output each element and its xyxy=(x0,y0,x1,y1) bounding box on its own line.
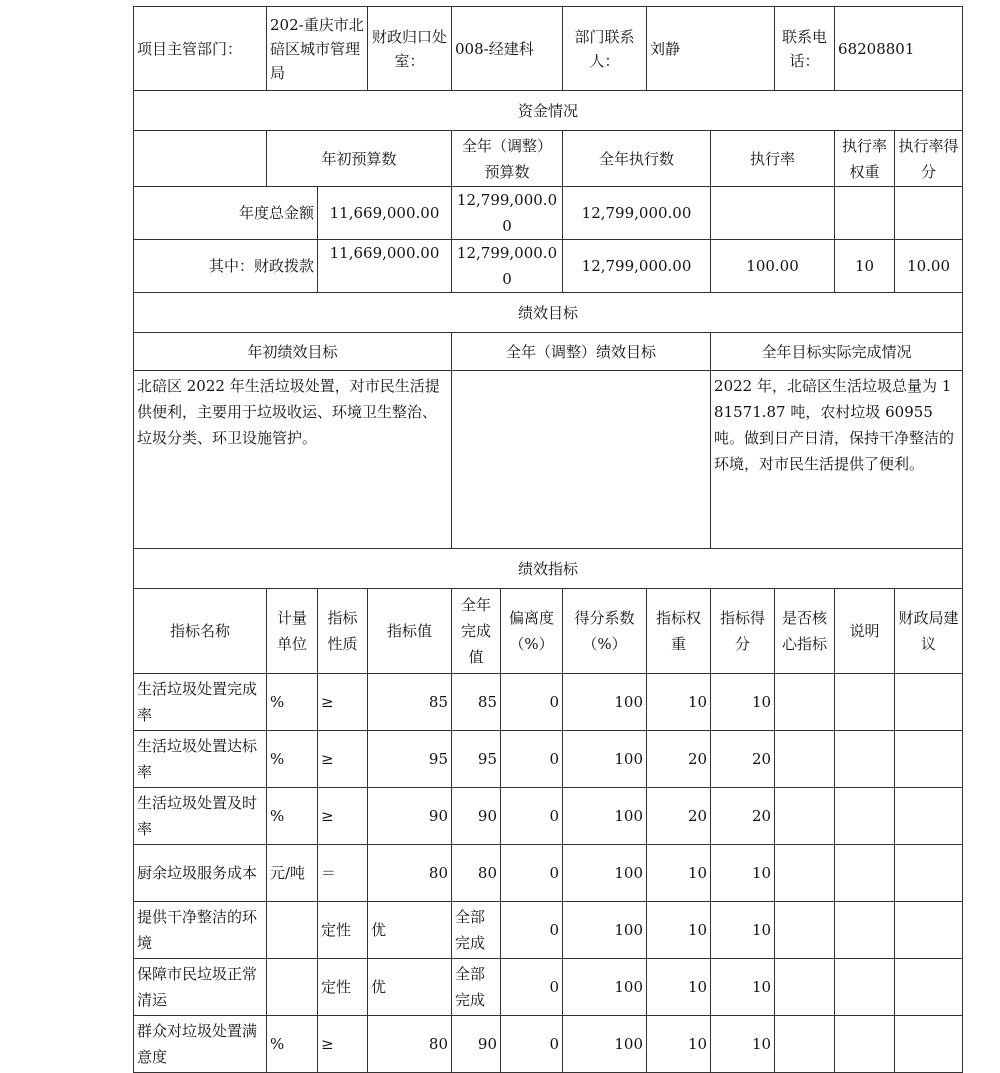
ind-score: 10 xyxy=(711,959,775,1016)
phone-label: 联系电话： xyxy=(775,7,835,91)
ind-note xyxy=(835,788,895,845)
finance-label: 财政归口处室： xyxy=(368,7,452,91)
ind-nature: 定性 xyxy=(318,959,368,1016)
goals-col-adjusted: 全年（调整）绩效目标 xyxy=(452,333,711,371)
ind-h-weight: 指标权重 xyxy=(647,589,711,674)
ind-completed: 全部完成 xyxy=(452,902,501,959)
ind-note xyxy=(835,731,895,788)
funds-row xyxy=(134,240,963,293)
ind-unit xyxy=(267,959,318,1016)
ind-h-note: 说明 xyxy=(835,589,895,674)
funds-col-initial: 年初预算数 xyxy=(267,131,452,187)
ind-nature: ≥ xyxy=(318,1016,368,1073)
ind-coef: 100 xyxy=(563,959,647,1016)
ind-score: 10 xyxy=(711,902,775,959)
table-row xyxy=(134,845,963,902)
ind-unit: % xyxy=(267,731,318,788)
ind-deviation: 0 xyxy=(501,959,563,1016)
table-row xyxy=(134,902,963,959)
ind-advice xyxy=(895,788,963,845)
ind-score: 10 xyxy=(711,674,775,731)
goals-initial-text: 北碚区 2022 年生活垃圾处置，对市民生活提供便利，主要用于垃圾收运、环境卫生整治、垃圾分类、环卫设施管护。 xyxy=(134,371,452,549)
ind-core xyxy=(775,902,835,959)
ind-coef: 100 xyxy=(563,1016,647,1073)
ind-name: 群众对垃圾处置满意度 xyxy=(134,1016,267,1073)
contact-label: 部门联系人： xyxy=(563,7,647,91)
contact-value: 刘静 xyxy=(647,7,775,91)
ind-completed: 90 xyxy=(452,1016,501,1073)
ind-core xyxy=(775,845,835,902)
ind-value: 80 xyxy=(368,1016,452,1073)
ind-advice xyxy=(895,959,963,1016)
funds-col-adjusted: 全年（调整）预算数 xyxy=(452,131,563,187)
ind-value: 90 xyxy=(368,788,452,845)
ind-name: 保障市民垃圾正常清运 xyxy=(134,959,267,1016)
ind-note xyxy=(835,1016,895,1073)
ind-h-unit: 计量单位 xyxy=(267,589,318,674)
ind-nature: ≥ xyxy=(318,674,368,731)
ind-completed: 80 xyxy=(452,845,501,902)
ind-h-coef: 得分系数（%） xyxy=(563,589,647,674)
funds-row-weight: 10 xyxy=(835,240,895,293)
funds-row-initial: 11,669,000.00 xyxy=(318,240,452,293)
ind-core xyxy=(775,1016,835,1073)
funds-row-executed: 12,799,000.00 xyxy=(563,187,711,240)
indicators-title-row xyxy=(134,549,963,589)
funds-header-row xyxy=(134,131,963,187)
funds-section-title: 资金情况 xyxy=(134,91,963,131)
ind-h-deviation: 偏离度（%） xyxy=(501,589,563,674)
ind-weight: 10 xyxy=(647,1016,711,1073)
ind-core xyxy=(775,674,835,731)
ind-unit: % xyxy=(267,1016,318,1073)
goals-section-title: 绩效目标 xyxy=(134,293,963,333)
ind-core xyxy=(775,959,835,1016)
ind-weight: 10 xyxy=(647,902,711,959)
finance-value: 008-经建科 xyxy=(452,7,563,91)
goals-actual-text: 2022 年，北碚区生活垃圾总量为 181571.87 吨，农村垃圾 60955 吨。做到日产日清，保持干净整洁的环境，对市民生活提供了便利。 xyxy=(711,371,963,549)
indicators-section-title: 绩效指标 xyxy=(134,549,963,589)
ind-completed: 95 xyxy=(452,731,501,788)
performance-table xyxy=(133,6,963,1073)
dept-value: 202-重庆市北碚区城市管理局 xyxy=(267,7,368,91)
ind-coef: 100 xyxy=(563,788,647,845)
goals-adjusted-text xyxy=(452,371,711,549)
ind-weight: 10 xyxy=(647,959,711,1016)
table-row xyxy=(134,731,963,788)
ind-unit: 元/吨 xyxy=(267,845,318,902)
ind-coef: 100 xyxy=(563,674,647,731)
ind-deviation: 0 xyxy=(501,788,563,845)
ind-advice xyxy=(895,674,963,731)
ind-note xyxy=(835,902,895,959)
ind-deviation: 0 xyxy=(501,674,563,731)
ind-value: 优 xyxy=(368,902,452,959)
ind-advice xyxy=(895,902,963,959)
ind-weight: 20 xyxy=(647,788,711,845)
ind-deviation: 0 xyxy=(501,1016,563,1073)
funds-header-blank xyxy=(134,131,267,187)
goals-title-row xyxy=(134,293,963,333)
ind-completed: 90 xyxy=(452,788,501,845)
funds-row-executed: 12,799,000.00 xyxy=(563,240,711,293)
ind-name: 生活垃圾处置完成率 xyxy=(134,674,267,731)
funds-row-score: 10.00 xyxy=(895,240,963,293)
ind-nature: ≥ xyxy=(318,788,368,845)
goals-col-actual: 全年目标实际完成情况 xyxy=(711,333,963,371)
ind-name: 生活垃圾处置及时率 xyxy=(134,788,267,845)
ind-score: 10 xyxy=(711,845,775,902)
funds-row-initial: 11,669,000.00 xyxy=(318,187,452,240)
indicators-header-row xyxy=(134,589,963,674)
ind-advice xyxy=(895,845,963,902)
ind-advice xyxy=(895,1016,963,1073)
ind-h-nature: 指标性质 xyxy=(318,589,368,674)
ind-completed: 全部完成 xyxy=(452,959,501,1016)
ind-unit xyxy=(267,902,318,959)
ind-h-completed: 全年完成值 xyxy=(452,589,501,674)
ind-deviation: 0 xyxy=(501,845,563,902)
ind-note xyxy=(835,845,895,902)
funds-row-label: 年度总金额 xyxy=(134,187,318,240)
ind-unit: % xyxy=(267,788,318,845)
ind-coef: 100 xyxy=(563,845,647,902)
ind-h-core: 是否核心指标 xyxy=(775,589,835,674)
ind-advice xyxy=(895,731,963,788)
ind-name: 提供干净整洁的环境 xyxy=(134,902,267,959)
funds-row-adjusted: 12,799,000.00 xyxy=(452,240,563,293)
phone-value: 68208801 xyxy=(835,7,963,91)
ind-weight: 20 xyxy=(647,731,711,788)
funds-row-rate: 100.00 xyxy=(711,240,835,293)
ind-core xyxy=(775,788,835,845)
funds-col-executed: 全年执行数 xyxy=(563,131,711,187)
ind-nature: ＝ xyxy=(318,845,368,902)
funds-row-adjusted: 12,799,000.00 xyxy=(452,187,563,240)
ind-coef: 100 xyxy=(563,902,647,959)
goals-col-initial: 年初绩效目标 xyxy=(134,333,452,371)
ind-h-name: 指标名称 xyxy=(134,589,267,674)
ind-h-score: 指标得分 xyxy=(711,589,775,674)
ind-core xyxy=(775,731,835,788)
ind-deviation: 0 xyxy=(501,902,563,959)
ind-score: 10 xyxy=(711,1016,775,1073)
funds-row-weight xyxy=(835,187,895,240)
ind-deviation: 0 xyxy=(501,731,563,788)
ind-h-value: 指标值 xyxy=(368,589,452,674)
funds-col-weight: 执行率权重 xyxy=(835,131,895,187)
ind-name: 生活垃圾处置达标率 xyxy=(134,731,267,788)
funds-row xyxy=(134,187,963,240)
ind-h-advice: 财政局建议 xyxy=(895,589,963,674)
ind-value: 80 xyxy=(368,845,452,902)
funds-col-score: 执行率得分 xyxy=(895,131,963,187)
ind-name: 厨余垃圾服务成本 xyxy=(134,845,267,902)
ind-nature: ≥ xyxy=(318,731,368,788)
ind-weight: 10 xyxy=(647,845,711,902)
ind-note xyxy=(835,674,895,731)
table-row xyxy=(134,674,963,731)
ind-value: 优 xyxy=(368,959,452,1016)
funds-row-rate xyxy=(711,187,835,240)
ind-weight: 10 xyxy=(647,674,711,731)
ind-completed: 85 xyxy=(452,674,501,731)
dept-label: 项目主管部门： xyxy=(134,7,267,91)
funds-title-row xyxy=(134,91,963,131)
table-row xyxy=(134,959,963,1016)
table-row xyxy=(134,788,963,845)
ind-nature: 定性 xyxy=(318,902,368,959)
ind-coef: 100 xyxy=(563,731,647,788)
ind-value: 85 xyxy=(368,674,452,731)
funds-col-rate: 执行率 xyxy=(711,131,835,187)
ind-note xyxy=(835,959,895,1016)
funds-row-label: 其中：财政拨款 xyxy=(134,240,318,293)
goals-content-row xyxy=(134,371,963,549)
ind-value: 95 xyxy=(368,731,452,788)
ind-score: 20 xyxy=(711,731,775,788)
header-row xyxy=(134,7,963,91)
funds-row-score xyxy=(895,187,963,240)
ind-score: 20 xyxy=(711,788,775,845)
ind-unit: % xyxy=(267,674,318,731)
table-row xyxy=(134,1016,963,1073)
goals-header-row xyxy=(134,333,963,371)
